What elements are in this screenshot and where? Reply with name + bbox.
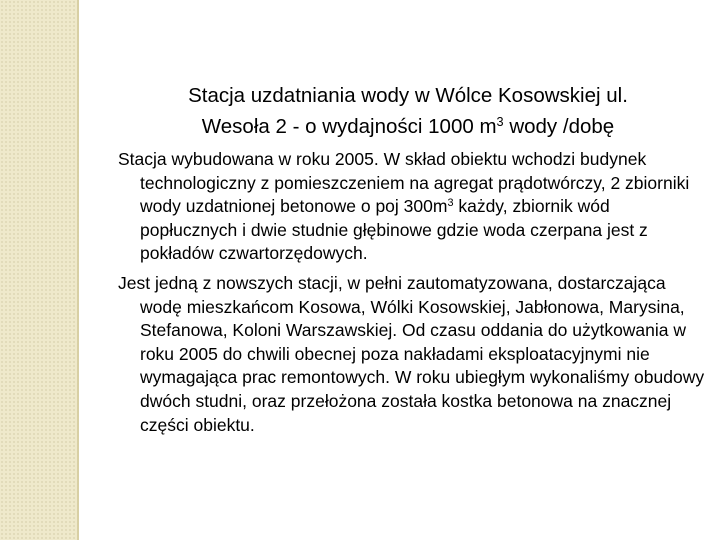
side-panel-divider <box>77 0 79 540</box>
slide-body <box>118 148 708 443</box>
paragraph-station-history: Jest jedną z nowszych stacji, w pełni zautomatyzowana, dostarczająca wodę mieszkańcom Kosowa, Wólki Kosowskiej, Jabłonowa, Marysina, Stefanowa, Koloni Warszawskiej. Od czasu oddania do użytkowania w roku 2005 do chwili obecnej poza nakładami eksploatacyjnymi nie wymagająca prac remontowych. W roku ubiegłym wykonaliśmy obudowy dwóch studni, oraz przełożona została kostka betonowa na znacznej części obiektu. <box>118 272 705 435</box>
paragraph-1-text: Stacja wybudowana w roku 2005. W skład obiektu wchodzi budynek technologiczny z pomieszczeniem na agregat prądotwórczy, 2 zbiorniki wody uzdatnionej betonowe o poj 300m <box>118 149 690 217</box>
paragraph-1-superscript: 3 <box>447 197 454 210</box>
title-line-2-text: Wesoła 2 - o wydajności 1000 m <box>201 115 497 138</box>
title-line-2 <box>118 111 698 142</box>
paragraph-station-description <box>118 148 708 266</box>
paragraph-1-end: każdy, zbiornik wód popłucznych i dwie studnie głębinowe gdzie woda czerpana jest z pokładów czwartorzędowych. <box>140 196 648 264</box>
title-superscript: 3 <box>496 114 504 130</box>
title-line-1: Stacja uzdatniania wody w Wólce Kosowskiej ul. <box>188 84 628 107</box>
title-line-2-end: wody /dobę <box>503 115 615 138</box>
slide-title <box>118 80 698 142</box>
decorative-side-panel <box>0 0 77 540</box>
